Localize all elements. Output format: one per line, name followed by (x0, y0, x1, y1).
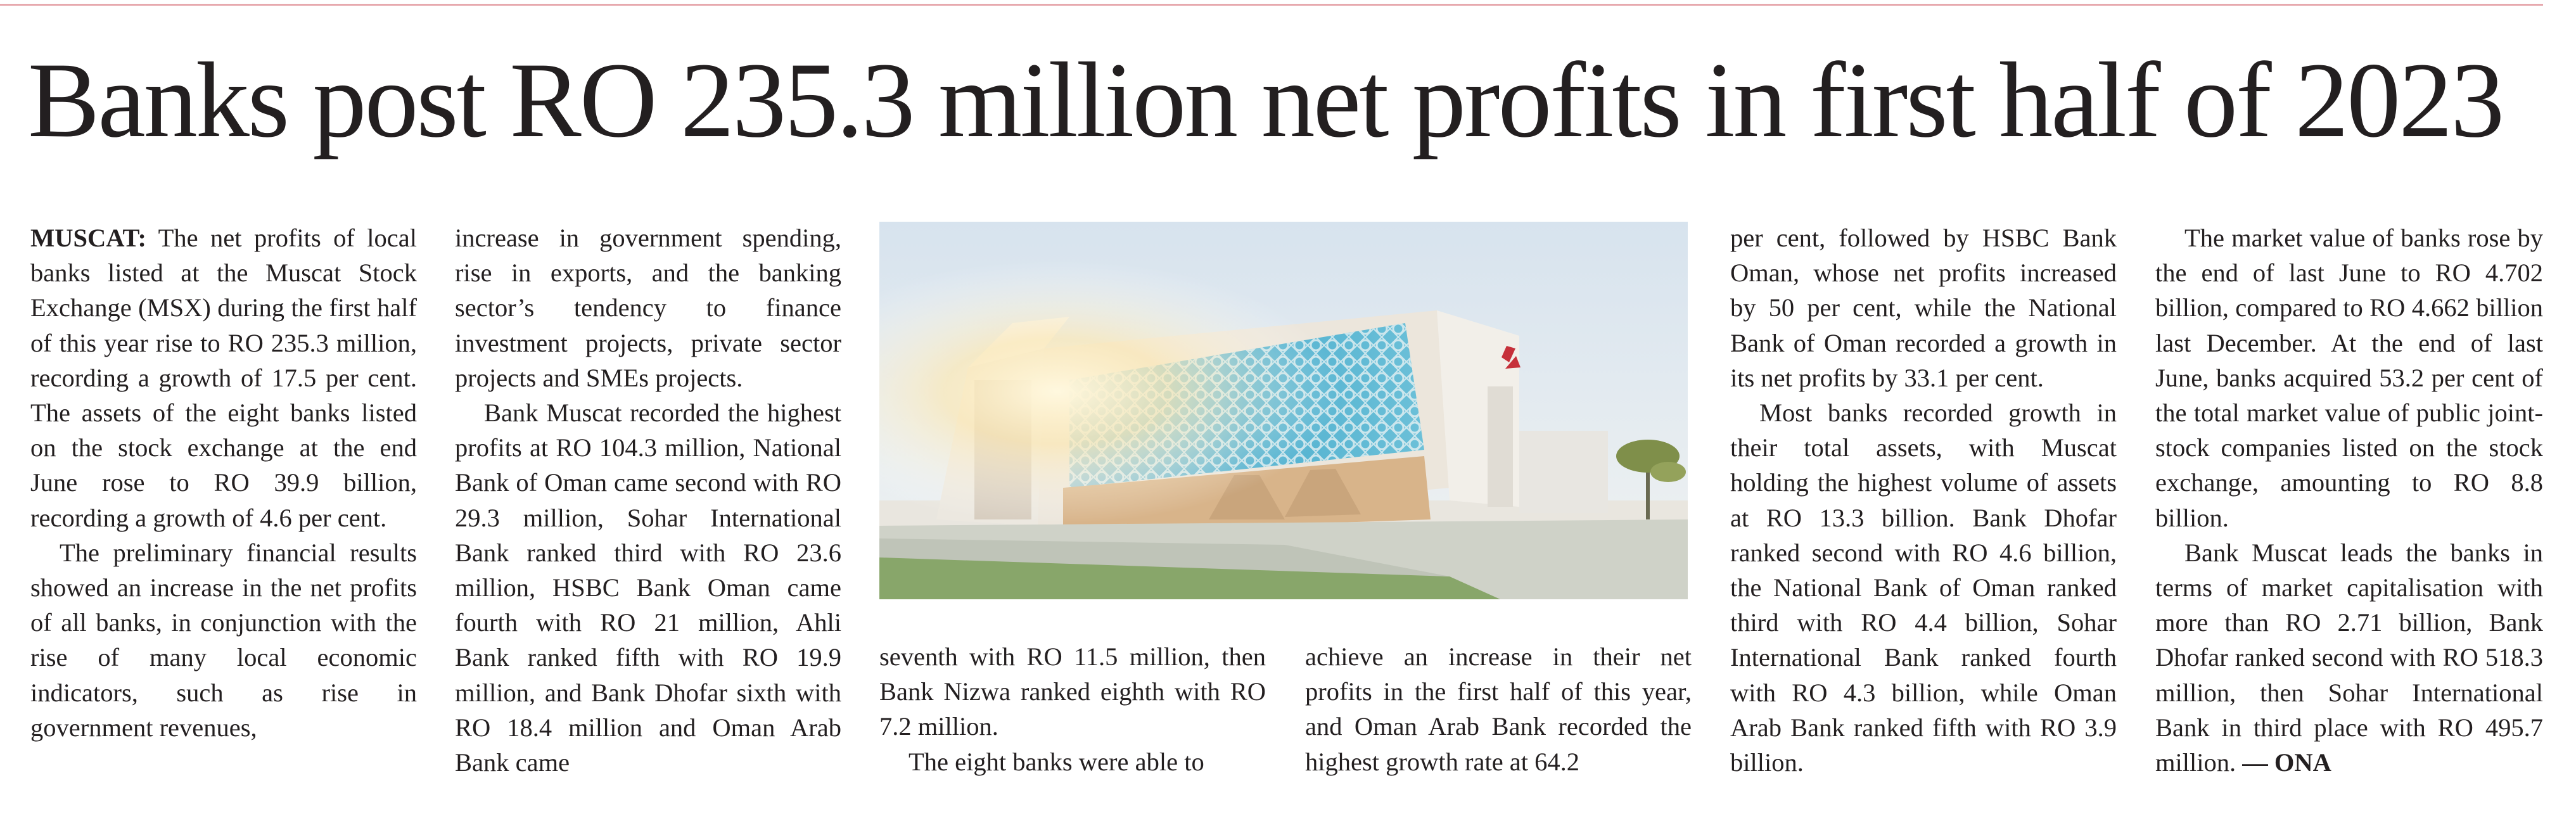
dateline: MUSCAT: (30, 224, 146, 252)
paragraph-2: The preliminary financial results showed an increase in the net profits of all banks, in conjunction with the rise of many local economic indicators, such as rise in government revenues, (30, 538, 417, 742)
paragraph-3-continued: seventh with RO 11.5 million, then Bank Nizwa ranked eighth with RO 7.2 million. (879, 642, 1266, 741)
paragraph-3: Bank Muscat recorded the highest profits at RO 104.3 million, National Bank of Oman came second with RO 29.3 million, Sohar International Bank ranked third with RO 23.6 million, HSBC Bank Oman came fourth with RO 21 million, Ahli Bank ranked fifth with RO 19.9 million, and Bank Dhofar sixth with RO 18.4 million and Oman Arab Bank came (455, 398, 841, 777)
paragraph-6: The market value of banks rose by the end of last June to RO 4.702 billion, compared to RO 4.662 billion last December. At the end of last June, banks acquired 53.2 per cent of the total market value of public joint-stock companies listed on the stock exchange, amounting to RO 8.8 billion. (2155, 224, 2543, 532)
article-column-6 (2155, 220, 2543, 780)
headline: Banks post RO 235.3 million net profits in first half of 2023 (28, 41, 2503, 160)
article-column-5 (1730, 220, 2117, 780)
paragraph-4-continued: achieve an increase in their net profits in the first half of this year, and Oman Arab Bank recorded the highest growth rate at 64.2 (1305, 642, 1692, 776)
paragraph-2-continued: increase in government spending, rise in exports, and the banking sector’s tendency to finance investment projects, private sector projects and SMEs projects. (455, 224, 841, 392)
paragraph-4: The eight banks were able to (909, 747, 1204, 776)
paragraph-5: Most banks recorded growth in their total assets, with Muscat holding the highest volume of assets at RO 13.3 billion. Bank Dhofar ranked second with RO 4.6 billion, the National Bank of Oman ranked third with RO 4.4 billion, Sohar International Bank ranked fourth with RO 4.3 billion, while Oman Arab Bank ranked fifth with RO 3.9 billion. (1730, 398, 2117, 777)
top-rule (0, 4, 2543, 6)
paragraph-4-continued-2: per cent, followed by HSBC Bank Oman, whose net profits increased by 50 per cent, while the National Bank of Oman recorded a growth in its net profits by 33.1 per cent. (1730, 224, 2117, 392)
paragraph-7-text: Bank Muscat leads the banks in terms of market capitalisation with more than RO 2.71 billion, Bank Dhofar ranked second with RO 518.3 million, then Sohar International Bank in third place with RO 495.7 million. (2155, 538, 2543, 777)
paragraph-1-text: The net profits of local banks listed at the Muscat Stock Exchange (MSX) during the first half of this year rise to RO 235.3 million, recording a growth of 17.5 per cent. The assets of the eight banks listed on the stock exchange at the end June rose to RO 39.9 billion, recording a growth of 4.6 per cent. (30, 224, 417, 532)
agency-signature: — ONA (2242, 748, 2331, 777)
article-column-4 (1305, 639, 1692, 779)
paragraph-7 (2155, 535, 2543, 780)
article-column-2 (455, 220, 841, 780)
article-column-3 (879, 639, 1266, 779)
paragraph-1 (30, 220, 417, 535)
article-column-1 (30, 220, 417, 745)
bank-building-photo (879, 222, 1688, 599)
